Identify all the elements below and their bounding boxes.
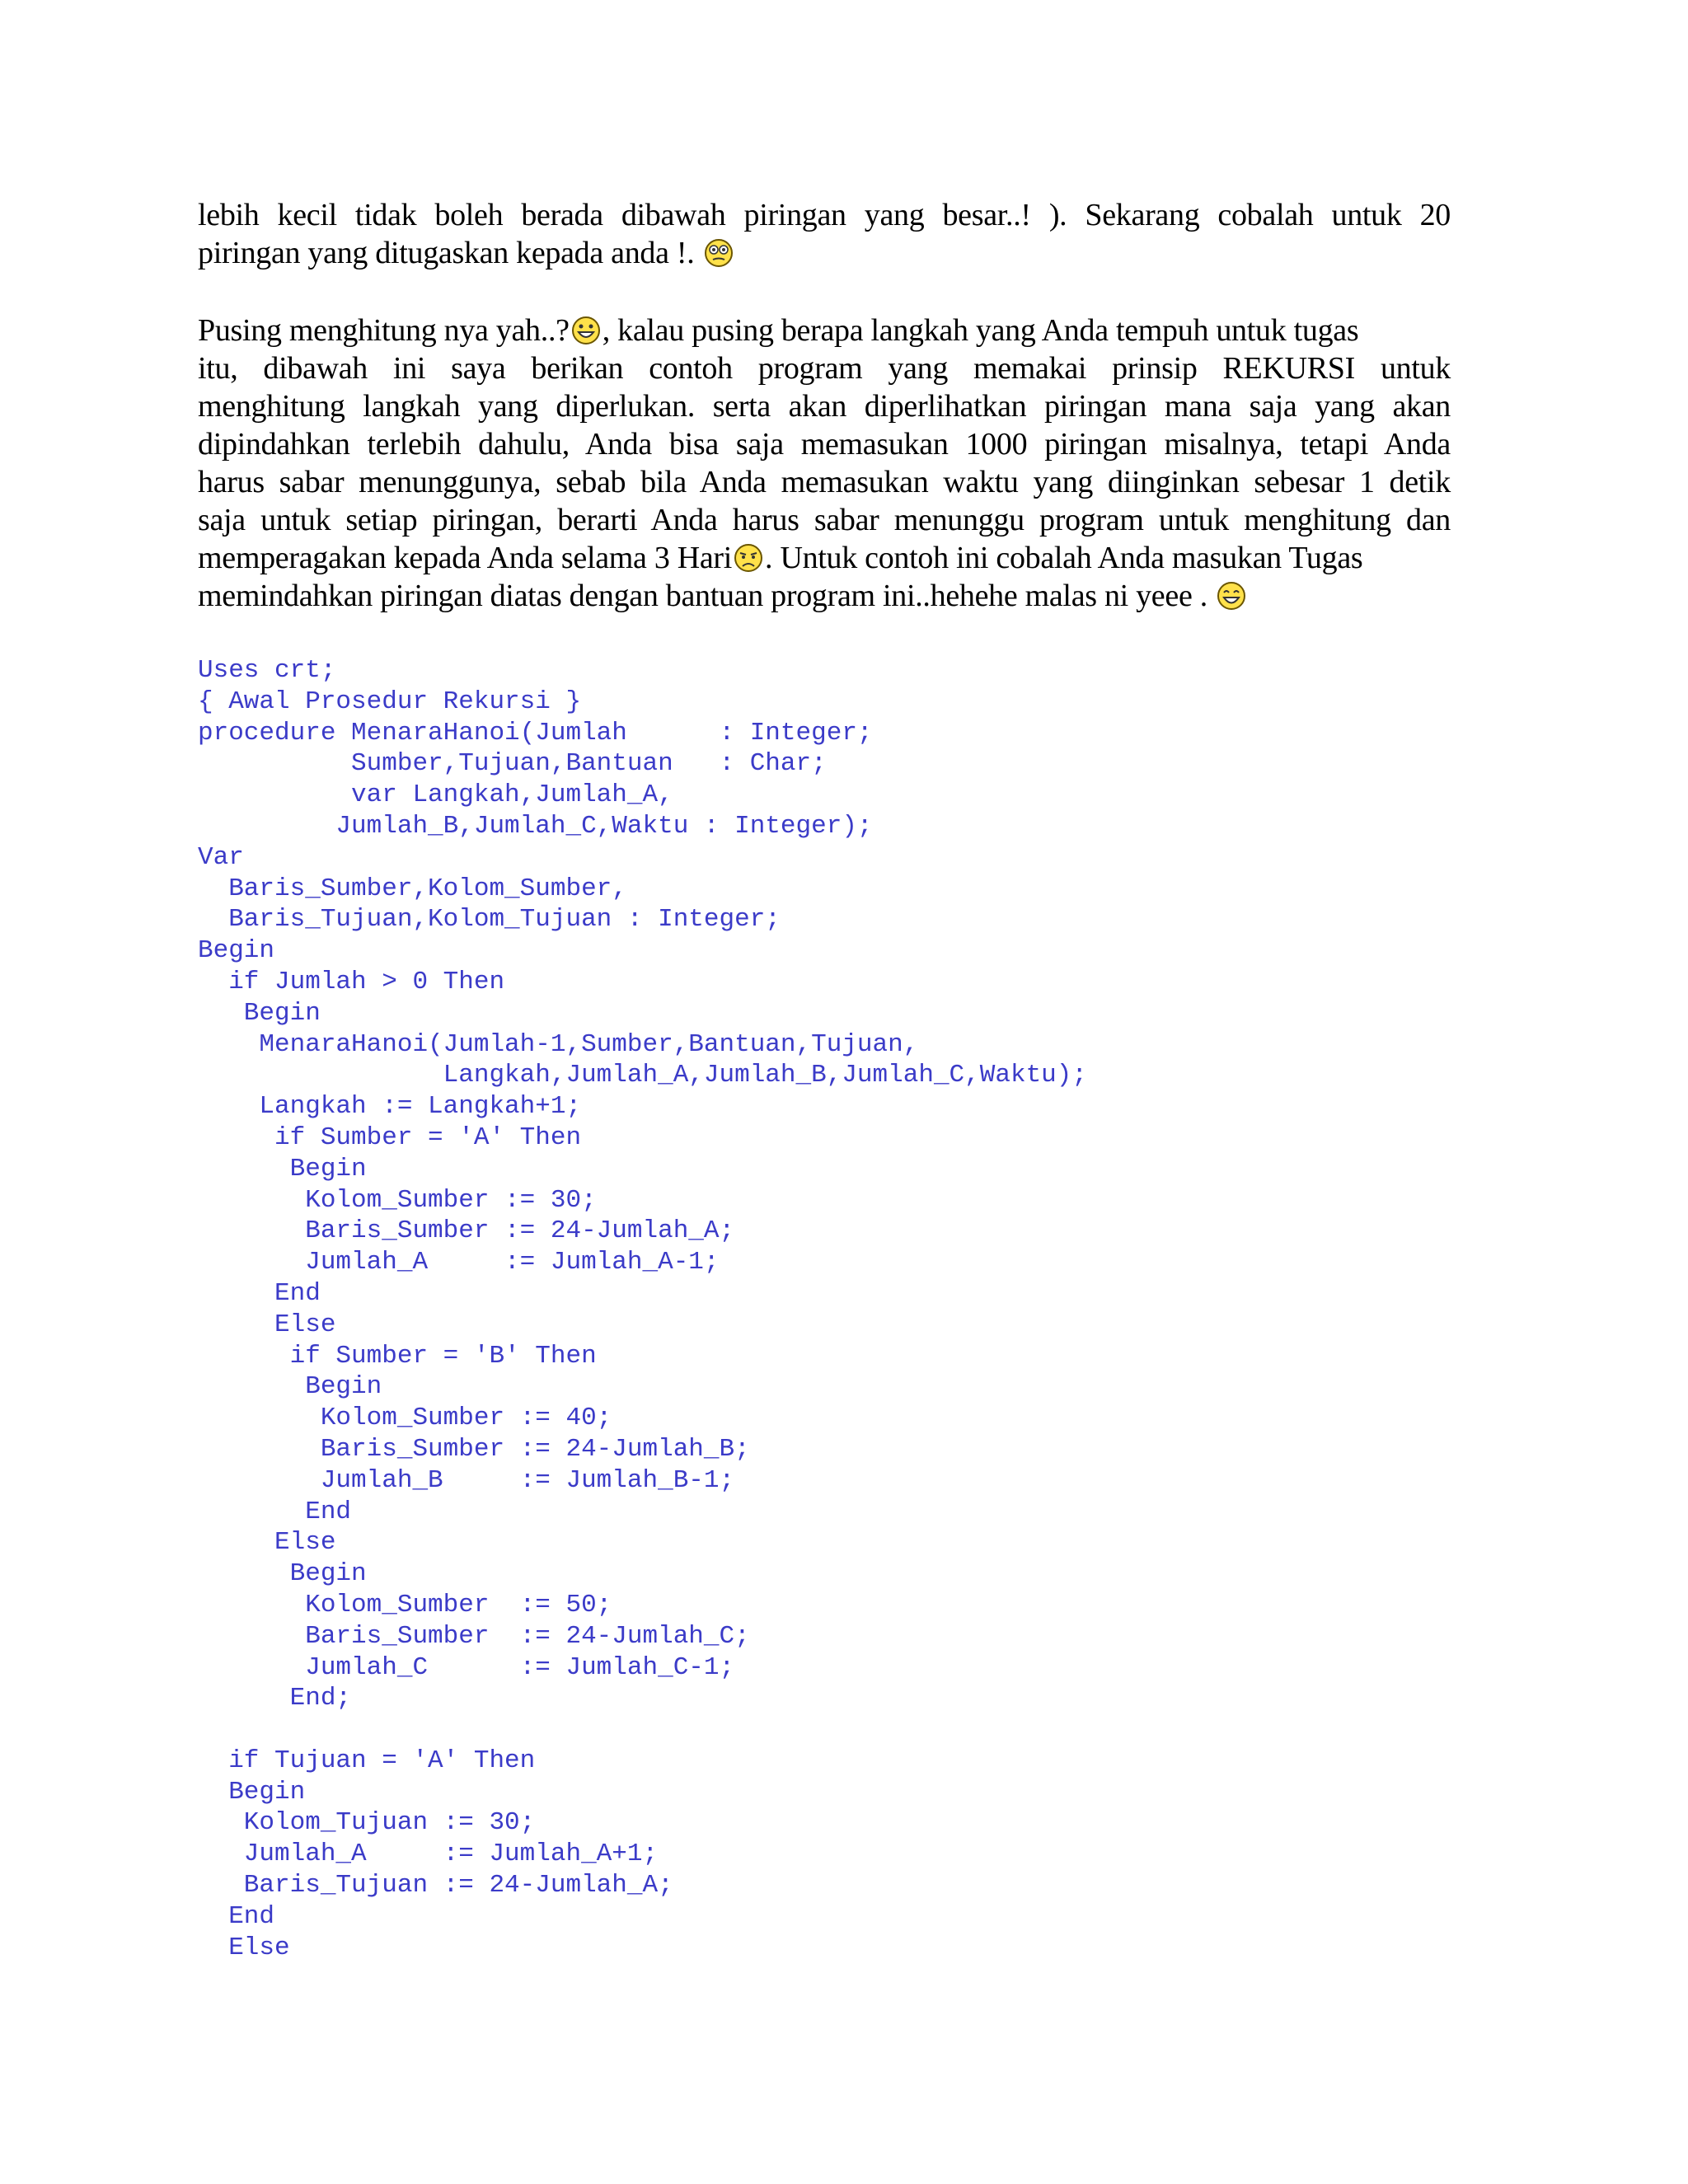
code-line: End <box>198 1901 275 1931</box>
code-line <box>198 1714 1599 1746</box>
code-line: if Sumber = 'B' Then <box>198 1341 597 1371</box>
code-line: Baris_Tujuan,Kolom_Tujuan : Integer; <box>198 905 781 935</box>
code-line: Kolom_Tujuan := 30; <box>198 1808 536 1838</box>
code-line: if Jumlah > 0 Then <box>198 967 505 996</box>
code-line: MenaraHanoi(Jumlah-1,Sumber,Bantuan,Tujuan, <box>198 1029 919 1059</box>
code-line: End <box>198 1497 352 1526</box>
grinning-face-icon <box>571 316 601 345</box>
text-line: menghitung langkah yang diperlukan. serta akan diperlihatkan piringan mana saja yang akan <box>198 389 1451 424</box>
text-line: lebih kecil tidak boleh berada dibawah piringan yang besar..! ). Sekarang cobalah untuk 20 <box>198 198 1451 232</box>
code-line: Begin <box>198 998 321 1028</box>
code-line: if Sumber = 'A' Then <box>198 1122 582 1152</box>
text-line <box>198 234 1451 272</box>
code-line: Kolom_Sumber := 50; <box>198 1590 612 1619</box>
code-line: Baris_Sumber := 24-Jumlah_A; <box>198 1216 735 1246</box>
text-segment: . Untuk contoh ini cobalah Anda masukan Tugas <box>765 541 1363 575</box>
code-line: Kolom_Sumber := 40; <box>198 1404 612 1433</box>
dizzy-face-icon <box>704 238 734 268</box>
text-line: itu, dibawah ini saya berikan contoh program yang memakai prinsip REKURSI untuk <box>198 351 1451 386</box>
code-line: End <box>198 1278 321 1308</box>
code-line: Begin <box>198 936 275 966</box>
code-line: Kolom_Sumber := 30; <box>198 1185 597 1215</box>
code-line: Uses crt; <box>198 656 336 685</box>
code-line: Begin <box>198 1559 367 1589</box>
code-line: End; <box>198 1684 352 1713</box>
text-line <box>198 312 1451 349</box>
code-listing <box>198 655 1599 1963</box>
text-segment: , kalau pusing berapa langkah yang Anda tempuh untuk tugas <box>602 313 1359 348</box>
code-line: Else <box>198 1310 336 1339</box>
code-line: Baris_Sumber,Kolom_Sumber, <box>198 874 627 903</box>
code-line: Jumlah_C := Jumlah_C-1; <box>198 1652 735 1682</box>
code-line: Langkah,Jumlah_A,Jumlah_B,Jumlah_C,Waktu); <box>198 1061 1087 1090</box>
code-line: Jumlah_A := Jumlah_A-1; <box>198 1248 720 1277</box>
text-segment: piringan yang ditugaskan kepada anda !. <box>198 236 695 270</box>
paragraph-explanation <box>198 312 1451 615</box>
text-line <box>198 577 1451 615</box>
sad-face-icon <box>734 543 763 573</box>
code-line: Sumber,Tujuan,Bantuan : Char; <box>198 749 827 779</box>
code-line: Baris_Sumber := 24-Jumlah_C; <box>198 1621 750 1651</box>
code-line: var Langkah,Jumlah_A, <box>198 780 673 810</box>
code-line: Else <box>198 1933 290 1962</box>
code-line: Jumlah_A := Jumlah_A+1; <box>198 1840 659 1869</box>
code-line: Jumlah_B,Jumlah_C,Waktu : Integer); <box>198 811 873 841</box>
paragraph-intro <box>198 196 1451 272</box>
code-line: Begin <box>198 1777 306 1807</box>
code-line: Begin <box>198 1372 382 1402</box>
text-segment: memindahkan piringan diatas dengan bantuan program ini..hehehe malas ni yeee . <box>198 579 1207 613</box>
code-line: Else <box>198 1528 336 1558</box>
code-line: { Awal Prosedur Rekursi } <box>198 687 582 716</box>
code-line: procedure MenaraHanoi(Jumlah : Integer; <box>198 718 873 748</box>
code-line: Var <box>198 842 244 872</box>
text-segment: memperagakan kepada Anda selama 3 Hari <box>198 541 733 575</box>
text-line: harus sabar menunggunya, sebab bila Anda memasukan waktu yang diinginkan sebesar 1 detik <box>198 465 1451 499</box>
code-line: Baris_Sumber := 24-Jumlah_B; <box>198 1434 750 1464</box>
code-line: if Tujuan = 'A' Then <box>198 1746 536 1775</box>
text-line <box>198 539 1451 577</box>
code-line: Begin <box>198 1154 367 1183</box>
code-line: Baris_Tujuan := 24-Jumlah_A; <box>198 1871 673 1900</box>
code-line: Langkah := Langkah+1; <box>198 1092 582 1122</box>
text-line: dipindahkan terlebih dahulu, Anda bisa saja memasukan 1000 piringan misalnya, tetapi Anda <box>198 427 1451 462</box>
text-line: saja untuk setiap piringan, berarti Anda harus sabar menunggu program untuk menghitung dan <box>198 503 1451 537</box>
code-line: Jumlah_B := Jumlah_B-1; <box>198 1465 735 1495</box>
text-segment: Pusing menghitung nya yah..? <box>198 313 570 348</box>
laughing-face-icon <box>1217 581 1246 611</box>
